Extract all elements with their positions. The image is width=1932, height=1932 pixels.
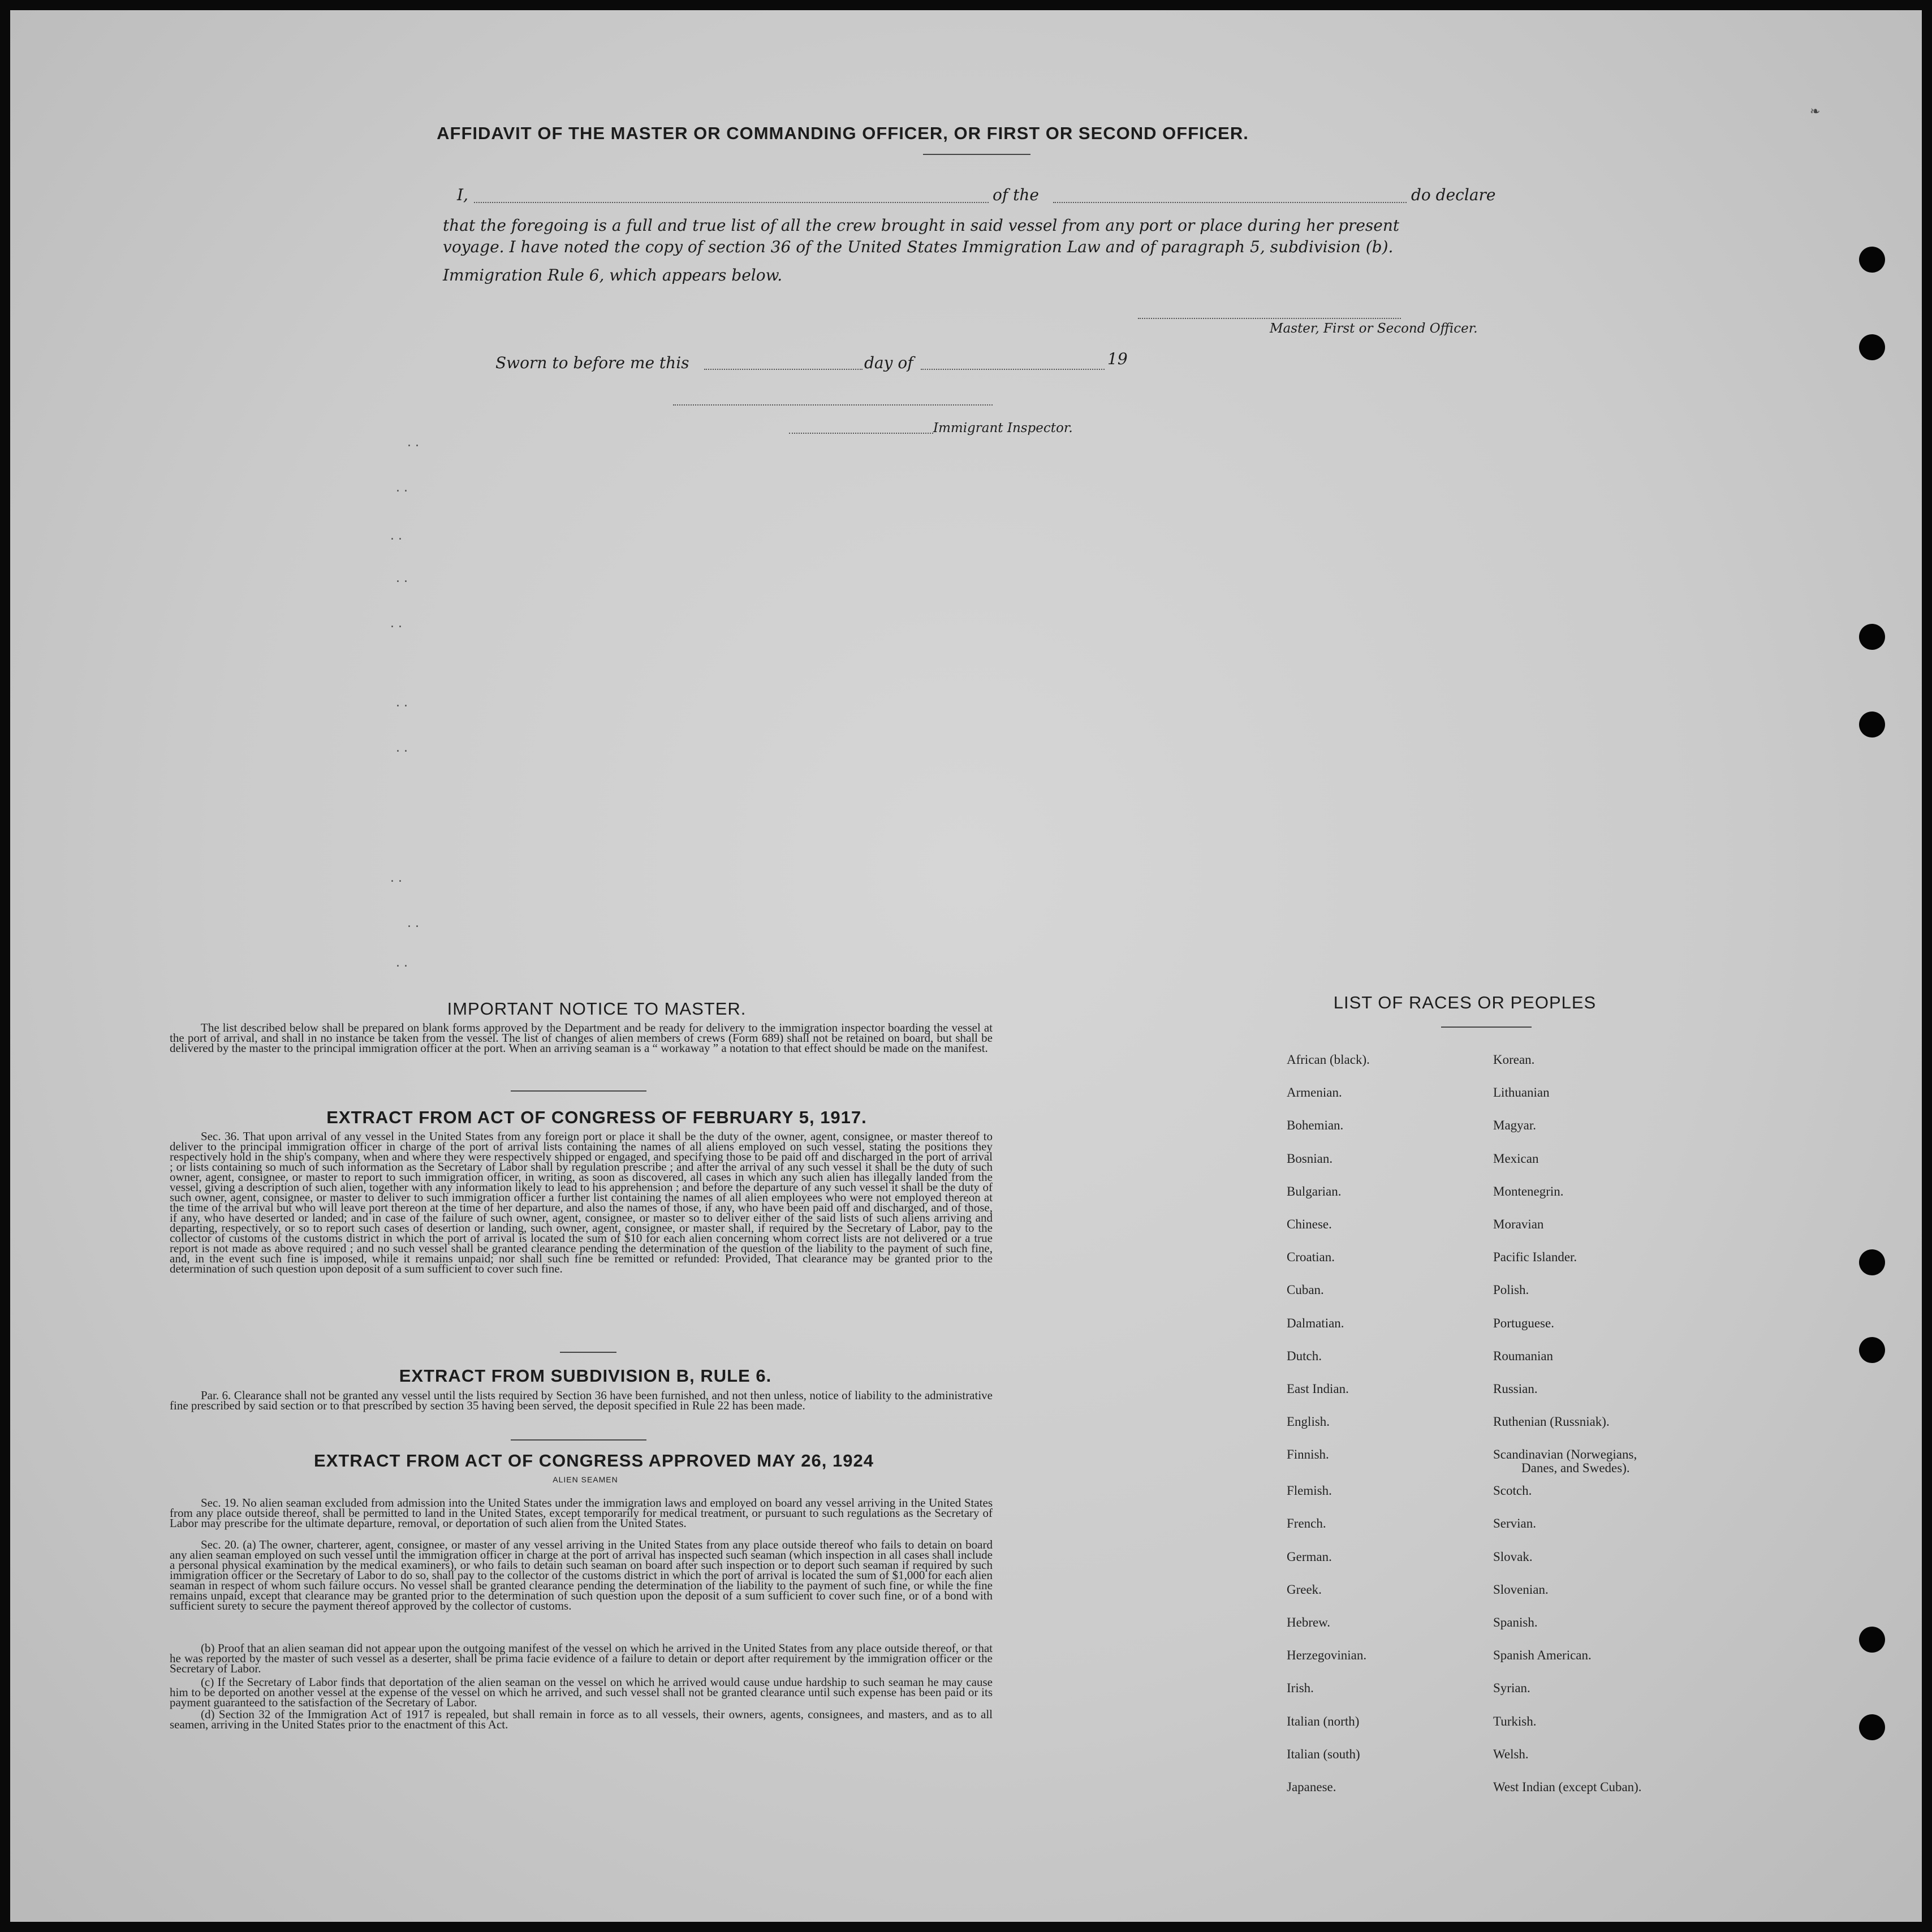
race-item: Bulgarian. xyxy=(1287,1184,1342,1198)
race-item: Irish. xyxy=(1287,1681,1314,1696)
race-item: Montenegrin. xyxy=(1493,1184,1564,1198)
divider xyxy=(1441,1027,1532,1028)
notice-title: IMPORTANT NOTICE TO MASTER. xyxy=(447,999,747,1019)
alien-seamen-subtitle: ALIEN SEAMEN xyxy=(553,1475,618,1484)
race-item: Scotch. xyxy=(1493,1484,1532,1498)
punch-hole xyxy=(1859,334,1885,360)
race-item: Ruthenian (Russniak). xyxy=(1493,1414,1610,1429)
race-item: Croatian. xyxy=(1287,1250,1335,1265)
extract-1917-text: Sec. 36. That upon arrival of any vessel in the United States from any foreign port or place it shall be the duty of the owner, agent, consignee, or master thereof to deliver to the principal immigration officer in charge of the port of arrival lists containing the names of all aliens employed on such vessel, stating the positions they respectively hold in the ship's company, when and where they were respectively shipped or engaged, and specifying those to be paid off and discharged in the port of arrival ; or lists containing so much of such information as the Secretary of Labor shall by regulation prescribe ; and after the arrival of any such vessel it shall be the duty of such owner, agent, consignee, or master to report to such immigration officer, in writing, as soon as discovered, all cases in which any such alien has illegally landed from the vessel, giving a description of such alien, together with any information likely to lead to his apprehension ; and before the departure of any such vessel it shall be the duty of such owner, agent, consignee, or master to deliver to such immigration officer a further list containing the names of all alien employees who were not employed thereon at the time of the arrival but who will leave port thereon at the time of her departure, and also the names of those, if any, who have been paid off and discharged, and of those, if any, who have deserted or landed; and in case of the failure of such owner, agent, consignee, or master so to deliver either of the said lists of such aliens arriving and departing, respectively, or so to report such cases of desertion or landing, such owner, agent, consignee, or master shall, if required by the Secretary of Labor, pay to the collector of customs of the customs district in which the port of arrival is located the sum of $10 for each alien concerning whom correct lists are not delivered or a true report is not made as above required ; and no such vessel shall be granted clearance pending the determination of the question of the liability to the payment of such fine, and, in the event such fine is imposed, while it remains unpaid; nor shall such fine be remitted or refunded: Provided, That clearance may be granted prior to the determination of such question upon deposit of a sum sufficient to cover such fine. xyxy=(170,1129,993,1275)
stray-mark: . . xyxy=(396,571,408,585)
race-item: Dalmatian. xyxy=(1287,1316,1344,1330)
extract-1924-title: EXTRACT FROM ACT OF CONGRESS APPROVED MAY 26, 1924 xyxy=(314,1451,874,1470)
signer-caption: Master, First or Second Officer. xyxy=(1270,321,1478,336)
race-item: English. xyxy=(1287,1414,1330,1429)
name-field[interactable] xyxy=(474,202,989,203)
race-item: Spanish American. xyxy=(1493,1648,1592,1663)
punch-hole xyxy=(1859,711,1885,738)
race-item: Armenian. xyxy=(1287,1085,1342,1100)
day-of-label: day of xyxy=(864,353,913,372)
race-item: Chinese. xyxy=(1287,1217,1332,1231)
race-item: Greek. xyxy=(1287,1582,1322,1597)
rule6-text: Par. 6. Clearance shall not be granted any vessel until the lists required by Section 36 have been furnished, and not then unless, notice of liability to the administrative fine prescribed by said section or to that prescribed by section 35 having been served, the deposit specified in Rule 22 has been made. xyxy=(170,1388,993,1412)
race-item-line-cont: Danes, and Swedes). xyxy=(1521,1461,1630,1476)
divider xyxy=(560,1352,616,1353)
race-item: Italian (south) xyxy=(1287,1746,1360,1761)
year-label: 19 xyxy=(1107,350,1128,368)
race-item-scandinavian xyxy=(1493,1447,1759,1483)
punch-hole xyxy=(1859,247,1885,273)
race-item: Dutch. xyxy=(1287,1348,1322,1363)
race-item: Spanish. xyxy=(1493,1615,1538,1629)
extract-1924-sec20d: (d) Section 32 of the Immigration Act of 1917 is repealed, but shall remain in force as to all vessels, their owners, agents, consignees, and masters, and as to all seamen, arriving in the United States prior to the enactment of this Act. xyxy=(170,1707,993,1731)
rule6-title: EXTRACT FROM SUBDIVISION B, RULE 6. xyxy=(399,1366,772,1386)
race-item: Magyar. xyxy=(1493,1118,1537,1133)
race-item: Slovak. xyxy=(1493,1549,1533,1564)
race-item: Bohemian. xyxy=(1287,1118,1344,1133)
stray-mark: . . xyxy=(407,435,419,450)
divider xyxy=(511,1439,646,1441)
race-item: Servian. xyxy=(1493,1516,1537,1531)
sworn-month-field[interactable] xyxy=(921,369,1105,370)
punch-hole xyxy=(1859,1249,1885,1275)
race-item: Bosnian. xyxy=(1287,1151,1333,1166)
race-item: Russian. xyxy=(1493,1381,1538,1396)
race-item-line: Scandinavian (Norwegians, xyxy=(1493,1447,1637,1462)
punch-hole xyxy=(1859,1337,1885,1363)
extract-1924-sec20b: (b) Proof that an alien seaman did not appear upon the outgoing manifest of the vessel on which he arrived in the United States from any place outside thereof, or that he was reported by the master of such vessel as a deserter, shall be prima facie evidence of a failure to detain or deport after requirement by the immigration officer or the Secretary of Labor. xyxy=(170,1641,993,1675)
notice-text: The list described below shall be prepared on blank forms approved by the Department and be ready for delivery to the immigration inspector boarding the vessel at the port of arrival, and shall in no instance be taken from the vessel. The list of changes of alien members of crews (Form 689) shall not be retained on board, but shall be delivered by the master to the principal immigration officer at the port. When an arriving seaman is a “ workaway ” a notation to that effect should be made on the manifest. xyxy=(170,1021,993,1055)
race-item: West Indian (except Cuban). xyxy=(1493,1779,1642,1794)
extract-1924-sec19: Sec. 19. No alien seaman excluded from admission into the United States under the immigration laws and employed on board any vessel arriving in the United States from any place outside thereof, shall be permitted to land in the United States, except temporarily for medical treatment, or pursuant to such regulations as the Secretary of Labor may prescribe for the ultimate departure, removal, or deportation of such alien from the United States. xyxy=(170,1496,993,1530)
race-item: Cuban. xyxy=(1287,1283,1324,1297)
affidavit-line-2: that the foregoing is a full and true list of all the crew brought in said vessel from any port or place during her present xyxy=(443,216,1400,235)
race-item: Moravian xyxy=(1493,1217,1544,1231)
vessel-field[interactable] xyxy=(1053,202,1407,203)
races-left-column xyxy=(1287,1052,1524,1812)
sworn-label: Sworn to before me this xyxy=(495,353,689,372)
race-item: Finnish. xyxy=(1287,1447,1329,1462)
race-item: Roumanian xyxy=(1493,1348,1554,1363)
punch-hole xyxy=(1859,1627,1885,1653)
races-right-column xyxy=(1493,1052,1759,1812)
signature-field[interactable] xyxy=(1138,318,1401,319)
affidavit-title: AFFIDAVIT OF THE MASTER OR COMMANDING OFFICER, OR FIRST OR SECOND OFFICER. xyxy=(437,123,1249,143)
sworn-day-field[interactable] xyxy=(704,369,862,370)
extract-1924-sec20a: Sec. 20. (a) The owner, charterer, agent, consignee, or master of any vessel arriving in the United States from any place outside thereof who fails to detain on board any alien seaman employed on such vessel until the immigration officer in charge at the port of arrival has inspected such seaman (which inspection in all cases shall include a personal physical examination by the medical examiners), or who fails to detain such seaman on board after such inspection or to deport such seaman if required by such immigration officer or the Secretary of Labor to do so, shall pay to the collector of the customs district in which the port of arrival is located the sum of $1,000 for each alien seaman in respect of whom such failure occurs. No vessel shall be granted clearance pending the determination of the liability to the payment of such fine, or while the fine remains unpaid, except that clearance may be granted prior to the determination of such question upon the deposit of a sum sufficient to cover such fine, or of a bond with sufficient surety to secure the payment thereof approved by the collector of customs. xyxy=(170,1538,993,1612)
extract-1924-sec20c: (c) If the Secretary of Labor finds that deportation of the alien seaman on the vessel on which he arrived would cause undue hardship to such seaman he may cause him to be deported on another vessel at the expense of the vessel on which he arrived, and such vessel shall not be granted clearance until such expense has been paid or its payment guaranteed to the satisfaction of the Secretary of Labor. xyxy=(170,1675,993,1709)
race-item: Slovenian. xyxy=(1493,1582,1549,1597)
race-item: Portuguese. xyxy=(1493,1316,1554,1330)
race-item: Turkish. xyxy=(1493,1714,1537,1728)
race-item: Korean. xyxy=(1493,1053,1535,1067)
inspector-signature-field[interactable] xyxy=(673,404,993,406)
extract-1917-title: EXTRACT FROM ACT OF CONGRESS OF FEBRUARY 5, 1917. xyxy=(326,1107,867,1127)
race-item: German. xyxy=(1287,1549,1332,1564)
affidavit-line-i: I, xyxy=(457,186,468,204)
race-item: Hebrew. xyxy=(1287,1615,1331,1629)
race-item: Lithuanian xyxy=(1493,1085,1550,1100)
stray-mark: . . xyxy=(390,871,402,885)
race-item: East Indian. xyxy=(1287,1381,1349,1396)
stray-mark: . . xyxy=(396,481,408,495)
divider xyxy=(923,154,1030,155)
stray-mark: . . xyxy=(390,616,402,631)
inspector-name-field[interactable] xyxy=(789,433,933,434)
affidavit-line-4: Immigration Rule 6, which appears below. xyxy=(443,266,783,284)
race-item: Pacific Islander. xyxy=(1493,1250,1577,1265)
punch-hole xyxy=(1859,624,1885,650)
race-item: Polish. xyxy=(1493,1283,1529,1297)
affidavit-line-of: of the xyxy=(993,186,1039,204)
race-item: Flemish. xyxy=(1287,1484,1332,1498)
affidavit-line-3: voyage. I have noted the copy of section 36 of the United States Immigration Law and of paragraph 5, subdivision (b). xyxy=(443,238,1394,256)
stray-mark: . . xyxy=(407,916,419,930)
race-item: Syrian. xyxy=(1493,1681,1530,1696)
stray-mark: . . xyxy=(396,956,408,970)
stray-mark: . . xyxy=(396,741,408,755)
race-item: Japanese. xyxy=(1287,1779,1336,1794)
race-item: Mexican xyxy=(1493,1151,1539,1166)
affidavit-line-declare: do declare xyxy=(1411,186,1496,204)
race-item: Herzegovinian. xyxy=(1287,1648,1367,1663)
punch-hole xyxy=(1859,1714,1885,1740)
stray-mark: ❧ xyxy=(1810,105,1821,119)
inspector-caption: Immigrant Inspector. xyxy=(933,421,1073,435)
races-title: LIST OF RACES OR PEOPLES xyxy=(1333,993,1597,1012)
stray-mark: . . xyxy=(390,529,402,543)
stray-mark: . . xyxy=(396,696,408,710)
race-item: Welsh. xyxy=(1493,1746,1529,1761)
race-item: African (black). xyxy=(1287,1053,1370,1067)
race-item: Italian (north) xyxy=(1287,1714,1360,1728)
divider xyxy=(511,1090,646,1092)
race-item: French. xyxy=(1287,1516,1326,1531)
